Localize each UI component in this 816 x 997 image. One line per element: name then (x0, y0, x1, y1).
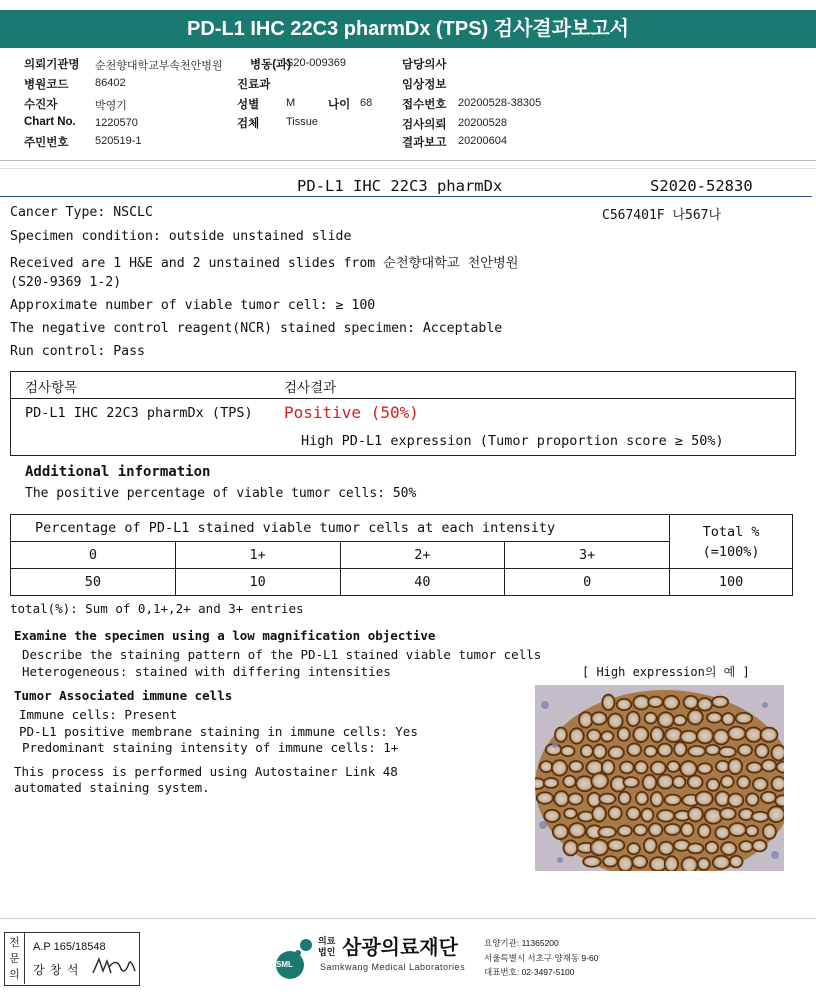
process-line-2: automated staining system. (14, 780, 210, 795)
stained-cell (673, 715, 686, 725)
stained-cell (659, 842, 674, 855)
col-result-header: 검사결과 (284, 380, 337, 396)
doctor-label: 담당의사 (402, 59, 447, 71)
phone: 대표번호: 02-3497-5100 (484, 967, 575, 977)
stained-cell (680, 731, 697, 743)
total-value-cell: 100 (670, 569, 793, 596)
stained-cell (579, 712, 593, 728)
stained-cell (736, 713, 753, 724)
age-label: 나이 (328, 99, 351, 111)
specimen-condition: Specimen condition: outside unstained slide (10, 229, 352, 244)
stained-cell (738, 744, 752, 755)
stained-cell (623, 777, 639, 787)
institution-value: 순천향대학교부속천안병원 (95, 60, 223, 72)
stained-cell (667, 761, 680, 772)
department-label: 진료과 (237, 79, 271, 91)
col-item-header: 검사항목 (25, 380, 78, 396)
specimen-value: Tissue (286, 116, 318, 128)
stained-cell (688, 746, 705, 757)
stained-cell (645, 713, 657, 724)
test-item: PD-L1 IHC 22C3 pharmDx (TPS) (25, 405, 253, 421)
stained-cell (563, 840, 577, 855)
stamp-label-cell (5, 933, 25, 984)
examine-line-1: Describe the staining pattern of the PD-L1 stained viable tumor cells (22, 647, 542, 662)
sml-logo-icon (268, 935, 318, 981)
stamp-label: 전 문 의 (9, 937, 20, 981)
stained-cell (620, 761, 634, 773)
intensity-cell: 1+ (175, 542, 340, 569)
divider (0, 168, 816, 169)
stained-cell (658, 712, 674, 727)
stained-cell (663, 696, 679, 710)
signature-box (4, 932, 140, 986)
stained-cell (688, 775, 703, 788)
stained-cell (632, 856, 647, 868)
stained-cell (641, 808, 653, 821)
stained-cell (721, 776, 734, 788)
stained-cell (591, 840, 609, 856)
intensity-cell: 2+ (340, 542, 505, 569)
stained-cell (712, 697, 728, 708)
stained-cell (688, 807, 703, 822)
process-line-1: This process is performed using Autostainer Link 48 (14, 764, 398, 779)
ap-number: A.P 165/18548 (33, 941, 106, 953)
stained-cell (644, 838, 657, 853)
stained-cell (657, 775, 673, 789)
stained-cell (627, 807, 641, 820)
stained-cell (649, 823, 663, 836)
stained-cell (633, 696, 650, 710)
stained-cell (644, 746, 657, 757)
stained-cell (633, 727, 648, 742)
divider (0, 160, 816, 161)
stained-cell (627, 712, 640, 727)
stained-cell (682, 857, 698, 871)
stained-cell (771, 745, 784, 761)
id-label: 주민번호 (24, 137, 69, 149)
institution-label: 의뢰기관명 (24, 59, 80, 71)
stained-cell (608, 713, 623, 728)
stained-cell (587, 730, 601, 742)
stained-cell (747, 762, 762, 772)
id-value: 520519-1 (95, 135, 142, 147)
stained-cell (746, 826, 758, 837)
stained-cell (761, 792, 776, 803)
stained-cell (648, 697, 663, 708)
stained-cell (561, 746, 575, 756)
stained-cell (688, 843, 704, 853)
stained-cell (603, 856, 618, 867)
stained-cell (664, 824, 680, 835)
stained-cell (697, 698, 712, 711)
stained-cell (636, 792, 648, 805)
stained-cell (591, 773, 608, 789)
value-cell: 0 (505, 569, 670, 596)
stained-cell (608, 839, 625, 851)
immune-line-3: Predominant staining intensity of immune cells: 1+ (22, 740, 399, 755)
ward-value: S20-009369 (286, 57, 346, 69)
test-name: PD-L1 IHC 22C3 pharmDx (297, 177, 503, 195)
stained-cell (729, 823, 746, 836)
stained-cell (592, 806, 606, 822)
stained-cell (569, 761, 583, 772)
stained-cell (688, 710, 703, 725)
stained-cell (707, 712, 722, 722)
received-text: Received are 1 H&E and 2 unstained slides from 순천향대학교 천안병원 (10, 256, 519, 271)
address: 서울특별시 서초구 양재동 9-60 (484, 953, 599, 963)
stained-cell (563, 776, 576, 788)
stained-cell (591, 712, 607, 725)
stained-cell (681, 823, 694, 837)
hospital-code-label: 병원코드 (24, 79, 69, 91)
stained-cell (753, 778, 768, 791)
clinical-info-label: 임상정보 (402, 79, 447, 91)
stained-cell (617, 699, 632, 710)
value-cell: 10 (175, 569, 340, 596)
stained-cell (618, 856, 633, 871)
stained-cell (776, 762, 784, 773)
accession-label: 접수번호 (402, 99, 447, 111)
sex-label: 성별 (237, 99, 260, 111)
case-number: S2020-52830 (650, 177, 753, 195)
logo-mark (268, 935, 318, 981)
image-caption: [ High expression의 예 ] (582, 665, 750, 679)
stained-cell (715, 826, 729, 839)
tissue-image (535, 685, 784, 871)
request-value: 20200528 (458, 117, 507, 129)
stained-cell (751, 812, 769, 822)
table-footnote: total(%): Sum of 0,1+,2+ and 3+ entries (10, 601, 304, 616)
report-title: PD-L1 IHC 22C3 pharmDx (TPS) 검사결과보고서 (0, 10, 816, 48)
stained-cell (697, 728, 714, 743)
stained-cell (664, 795, 681, 806)
stained-cell (704, 808, 722, 823)
hospital-code-value: 86402 (95, 77, 126, 89)
total-header-cell (670, 515, 793, 569)
intensity-table (10, 514, 793, 596)
stained-cell (730, 856, 743, 868)
stained-cell (673, 776, 686, 788)
table-row (11, 515, 793, 542)
stained-cell (772, 777, 785, 791)
org-type: 의료 법인 (318, 936, 336, 957)
intensity-cell: 0 (11, 542, 176, 569)
stained-cell (619, 792, 631, 805)
stained-cell (698, 824, 710, 838)
stained-cell (635, 761, 648, 773)
stained-cell (775, 795, 784, 806)
stained-cell (651, 761, 666, 774)
org-english: Samkwang Medical Laboratories (320, 962, 466, 972)
stained-cell (752, 840, 766, 852)
value-cell: 50 (11, 569, 176, 596)
blue-divider (0, 196, 812, 197)
stained-cell (569, 823, 586, 838)
footer-divider (0, 918, 816, 919)
received-id: (S20-9369 1-2) (10, 275, 122, 290)
total-sub: (=100%) (702, 543, 760, 560)
stained-cell (768, 806, 784, 822)
stained-cell (720, 808, 736, 820)
immune-line-1: Immune cells: Present (19, 707, 178, 722)
stained-cell (627, 743, 641, 756)
stained-cell (721, 842, 736, 855)
stained-cell (627, 843, 640, 854)
chart-label: Chart No. (24, 116, 76, 128)
stained-cell (552, 760, 568, 776)
stained-cell (705, 842, 718, 854)
ward-label: 병동(과) (250, 59, 291, 71)
stained-cell (658, 744, 672, 757)
patient-value: 박영기 (95, 100, 127, 112)
pathologist-name: 강 창 석 (33, 963, 80, 977)
stained-cell (540, 761, 553, 772)
additional-heading: Additional information (25, 464, 211, 480)
request-label: 검사의뢰 (402, 119, 447, 131)
stained-cell (707, 779, 720, 791)
stained-cell (651, 792, 663, 807)
stained-cell (745, 727, 762, 742)
stained-cell (713, 856, 730, 869)
stained-cell (599, 794, 616, 804)
sex-value: M (286, 97, 296, 109)
cancer-type: Cancer Type: NSCLC (10, 205, 153, 220)
additional-text: The positive percentage of viable tumor cells: 50% (25, 486, 417, 501)
intensity-header: Percentage of PD-L1 stained viable tumor cells at each intensity (11, 515, 670, 542)
table-row (11, 569, 793, 596)
stained-cell (746, 793, 759, 806)
stained-cell (544, 778, 559, 788)
stained-cell (657, 810, 675, 822)
total-header: Total % (702, 523, 760, 540)
stained-cell (737, 776, 750, 788)
stained-cell (684, 696, 699, 709)
chart-value: 1220570 (95, 117, 138, 129)
stained-cell (583, 856, 601, 866)
org-name: 삼광의료재단 (342, 937, 458, 959)
result-note: High PD-L1 expression (Tumor proportion score ≥ 50%) (301, 433, 724, 449)
stained-cell (618, 727, 630, 741)
stained-cell (602, 760, 615, 774)
stained-cell (568, 793, 583, 804)
stained-cell (760, 728, 777, 742)
stained-cell (608, 746, 624, 758)
stained-cell (713, 730, 729, 745)
stained-cell (696, 791, 713, 805)
block-id: C567401F 나567나 (602, 208, 722, 223)
stained-cell (680, 761, 697, 777)
stained-cell (698, 763, 713, 774)
stained-cell (643, 775, 657, 791)
stained-cell (544, 810, 560, 822)
stained-cell (755, 744, 768, 758)
immune-line-2: PD-L1 positive membrane staining in immune cells: Yes (19, 724, 418, 739)
stained-cell (554, 791, 569, 806)
value-cell: 40 (340, 569, 505, 596)
stained-cell (763, 824, 776, 839)
stained-cell (739, 841, 753, 852)
stained-cell (722, 713, 734, 725)
stained-cell (634, 825, 647, 836)
stained-cell (581, 745, 593, 757)
stained-cell (555, 727, 567, 742)
sml-badge: SML (276, 960, 293, 969)
signature-image (91, 955, 137, 979)
stained-cell (698, 858, 710, 870)
stained-cell (553, 824, 568, 839)
stained-cell (598, 827, 616, 838)
stained-cell (705, 745, 719, 755)
ncr-text: The negative control reagent(NCR) stained specimen: Acceptable (10, 321, 503, 336)
stained-cell (728, 727, 746, 740)
stained-cell (728, 793, 743, 807)
stained-cell (602, 695, 614, 711)
result-table (10, 371, 796, 456)
accession-value: 20200528-38305 (458, 97, 542, 109)
table-divider (11, 398, 795, 399)
stained-cell (570, 728, 584, 744)
stained-cell (618, 825, 632, 836)
run-control: Run control: Pass (10, 344, 145, 359)
intensity-cell: 3+ (505, 542, 670, 569)
stained-cell (564, 808, 577, 818)
report-value: 20200604 (458, 135, 507, 147)
stained-cell (719, 747, 736, 757)
immune-heading: Tumor Associated immune cells (14, 688, 233, 703)
specimen-label: 검체 (237, 118, 260, 130)
report-label: 결과보고 (402, 137, 447, 149)
examine-line-2: Heterogeneous: stained with differing intensities (22, 664, 391, 679)
tissue-micrograph (535, 685, 784, 871)
stained-cell (537, 792, 554, 804)
stained-cell (665, 856, 679, 871)
stained-cell (716, 761, 729, 772)
examine-heading: Examine the specimen using a low magnification objective (14, 628, 436, 643)
patient-label: 수진자 (24, 99, 58, 111)
age-value: 68 (360, 97, 373, 109)
reg-number: 요양기관: 11365200 (484, 938, 559, 948)
stained-cell (728, 759, 742, 775)
result-value: Positive (50%) (284, 403, 419, 422)
stained-cell (674, 742, 686, 756)
stained-cell (601, 731, 613, 741)
stained-cell (651, 727, 664, 742)
stained-cell (608, 806, 621, 819)
viable-cells: Approximate number of viable tumor cell: ≥ 100 (10, 298, 376, 313)
stained-cell (593, 744, 606, 758)
stained-cell (762, 760, 777, 772)
